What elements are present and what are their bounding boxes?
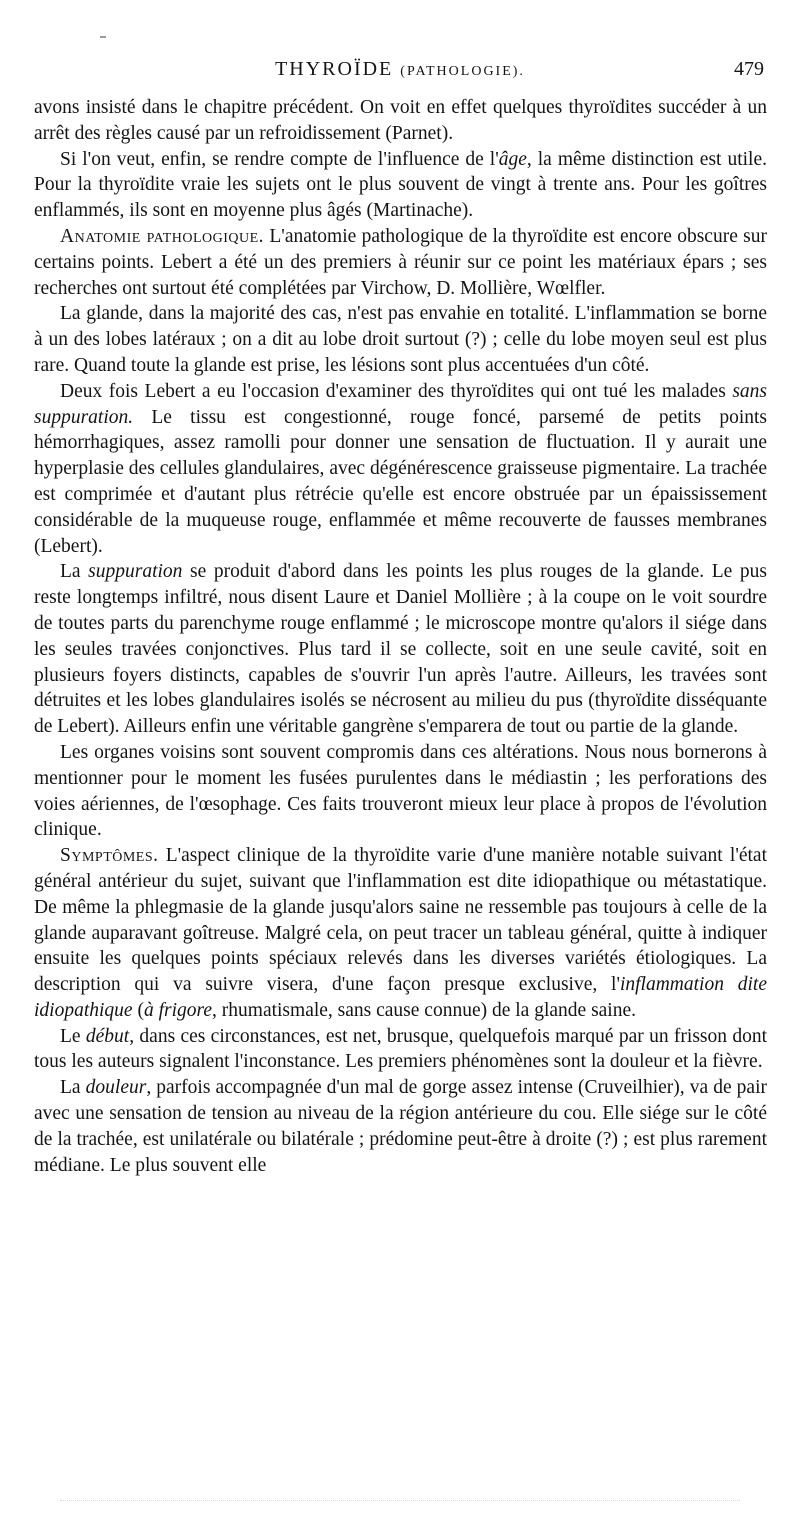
paragraph-text: Le tissu est congestionné, rouge foncé, parsemé de petits points hémorrhagiques, assez ramolli pour donner une sensation de fluctuation. Il y aurait une hyperplasie des cellules glandulaires, avec dégénérescence graisseuse pigmentaire. La trachée est comprimée et d'autant plus rétrécie qu'elle est encore obstruée par un épaississement considérable de la muqueuse rouge, enflammée et même recouverte de fausses membranes (Lebert). [34,406,767,557]
page-footer-trace [60,1500,740,1502]
paragraph-text: ( [132,999,144,1021]
paragraph-text: , parfois accompagnée d'un mal de gorge assez intense (Cruveilhier), va de pair avec une sensation de tension au niveau de la région antérieure du cou. Elle siége sur le côté de la trachée, est unilatérale ou bilatérale ; prédomine peut-être à droite (?) ; est plus rarement médiane. Le plus souvent elle [34,1077,768,1176]
emphasis: suppuration [88,561,183,583]
emphasis: à frigore [143,999,213,1021]
paragraph [34,224,767,301]
running-head [34,58,766,88]
paragraph [34,301,767,378]
paragraph-text: La glande, dans la majorité des cas, n'est pas envahie en totalité. L'inflammation se borne à un des lobes latéraux ; on a dit au lobe droit surtout (?) ; celle du lobe moyen seul est plus rare. Quand toute la glande est prise, les lésions sont plus accentuées d'un côté. [34,303,767,376]
paragraph [34,147,767,224]
emphasis: douleur [85,1077,147,1099]
paragraph [34,740,767,843]
paragraph [34,1024,767,1076]
paragraph-text: se produit d'abord dans les points les plus rouges de la glande. Le pus reste longtemps infiltré, nous disent Laure et Daniel Mollière ; à la coupe on le voit sourdre de toutes parts du parenchyme rouge enflammé ; le microscope montre qu'alors il siége dans les seules travées conjonctives. Plus tard il se collecte, soit en une seule cavité, soit en plusieurs foyers distincts, capables de s'ouvrir l'un après l'autre. Ailleurs, les travées sont détruites et les lobes glandulaires isolés se nécrosent au milieu du pus (thyroïdite disséquante de Lebert). Ailleurs enfin une véritable gangrène s'emparera de tout ou partie de la glande. [34,561,767,738]
paragraph-text: L'anatomie pathologique de la thyroïdite est encore obscure sur certains points. Lebert a été un des premiers à réunir sur ce point les matériaux épars ; ses recherches ont surtout été complétées par Virchow, D. Mollière, Wœlfler. [34,225,768,299]
paragraph-text: Les organes voisins sont souvent compromis dans ces altérations. Nous nous bornerons à mentionner pour le moment les fusées purulentes dans le médiastin ; les perforations des voies aériennes, de l'œsophage. Ces faits trouveront mieux leur place à propos de l'évolution clinique. [34,741,767,841]
running-title [34,58,766,81]
paragraph-text: avons insisté dans le chapitre précédent. On voit en effet quelques thyroïdites succéder à un arrêt des règles causé par un refroidissement (Parnet). [34,97,767,144]
chapter-subtitle: (PATHOLOGIE). [400,64,525,79]
paragraph-text: , rhumatismale, sans cause connue) de la glande saine. [212,999,637,1021]
paragraph [34,559,767,740]
scan-mark [100,36,106,38]
chapter-title: THYROÏDE [275,58,394,80]
paragraph-text: , la même distinction est utile. Pour la thyroïdite vraie les sujets ont le plus souvent de vingt à trente ans. Pour les goîtres enflammés, ils sont en moyenne plus âgés (Martinache). [34,148,767,222]
section-heading: Symptômes. [60,845,159,867]
emphasis: inflammation dite idiopathique [34,974,767,1021]
paragraph-text: L'aspect clinique de la thyroïdite varie d'une manière notable suivant l'état général antérieur du sujet, suivant que l'inflammation est dite idiopathique ou métastatique. De même la phlegmasie de la glande jusqu'alors saine ne ressemble pas toujours à celle de la glande auparavant goîtreuse. Malgré cela, on peut tracer un tableau général, quitte à indiquer ensuite les quelques points spéciaux relevés dans les diverses variétés étiologiques. La description qui va suivre visera, d'une façon presque exclusive, l' [34,845,767,996]
paragraph-text: Si l'on veut, enfin, se rendre compte de l'influence de l' [60,148,499,170]
paragraph-text: Deux fois Lebert a eu l'occasion d'examiner des thyroïdites qui ont tué les malades [60,380,733,402]
body-text [34,95,767,1178]
paragraph-text: Le [60,1025,86,1047]
paragraph [34,379,767,560]
paragraph-text: La [60,561,89,583]
paragraph [34,1075,767,1178]
paragraph [34,843,767,1024]
emphasis: âge [498,148,527,170]
paragraph [34,95,767,147]
section-heading: Anatomie pathologique. [60,225,265,247]
paragraph-text: La [60,1077,86,1099]
page-number: 479 [734,58,764,80]
emphasis: sans suppuration. [34,380,767,428]
emphasis: début [85,1025,130,1047]
paragraph-text: , dans ces circonstances, est net, brusque, quelquefois marqué par un frisson dont tous les auteurs signalent l'inconstance. Les premiers phénomènes sont la douleur et la fièvre. [34,1025,767,1073]
